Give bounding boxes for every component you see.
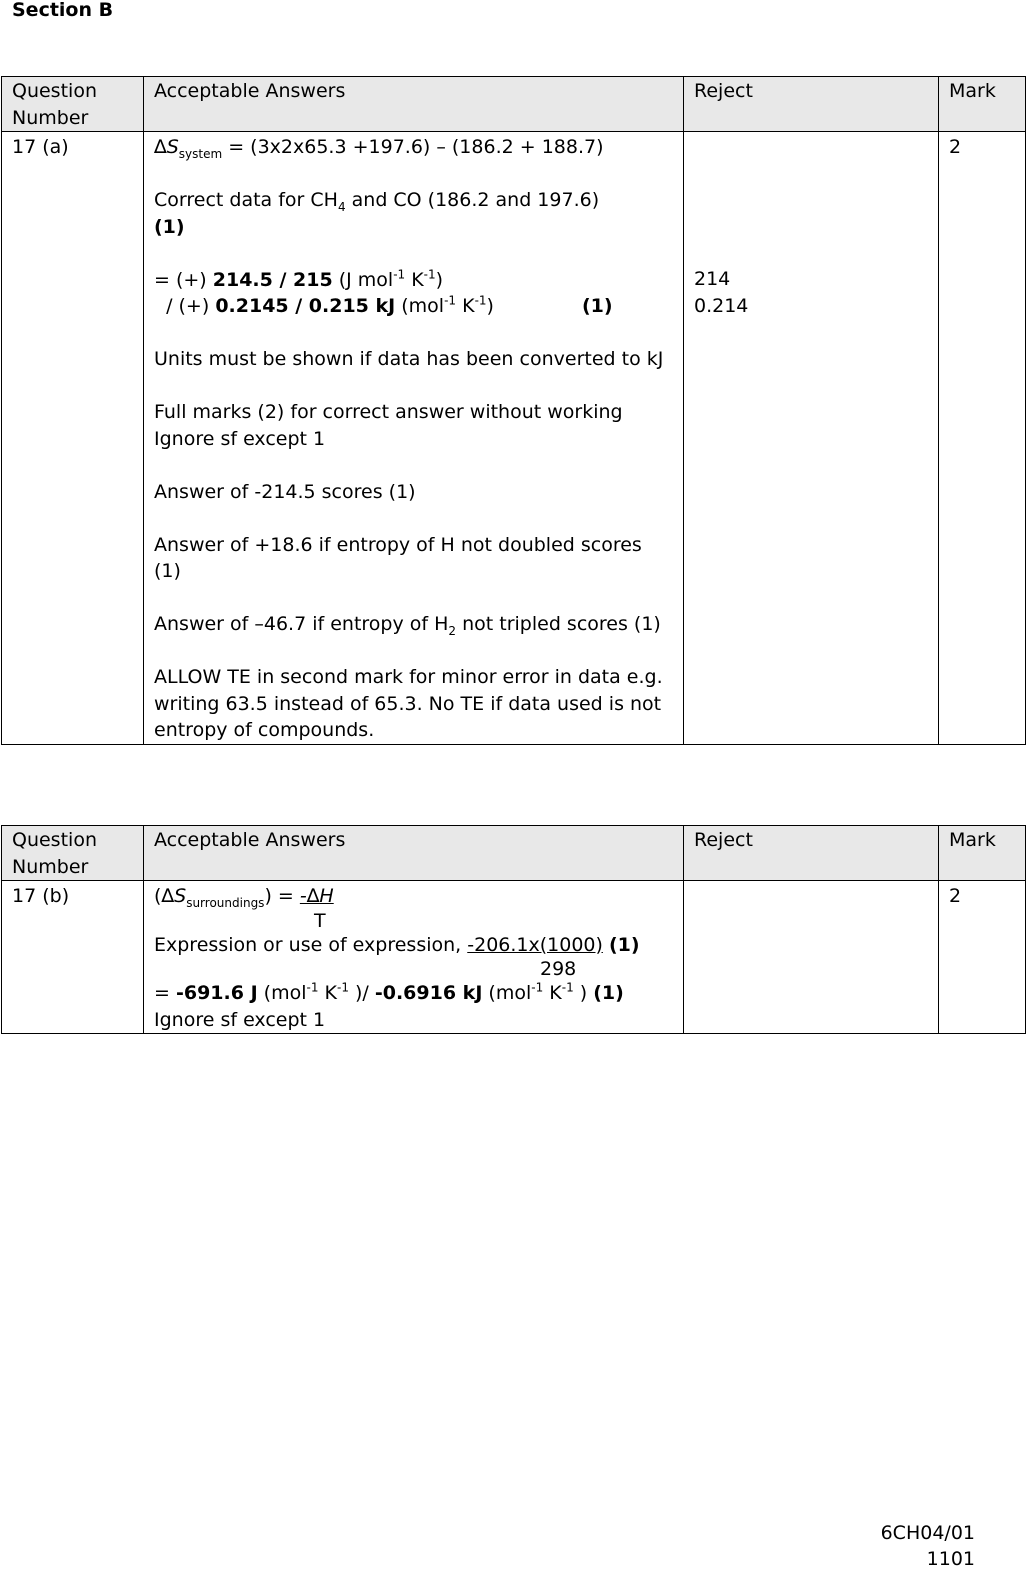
formula-denominator: T bbox=[314, 909, 326, 932]
reject-17b bbox=[684, 881, 939, 1034]
header-acceptable-answers: Acceptable Answers bbox=[144, 826, 684, 881]
header-question-number: Question Number bbox=[2, 77, 144, 132]
answer-row-17a bbox=[2, 132, 1026, 745]
full-marks-note: Full marks (2) for correct answer without working bbox=[154, 401, 623, 423]
mark-scheme-table-17b bbox=[1, 825, 1026, 1034]
header-row bbox=[2, 826, 1026, 881]
mark-scheme-table-17a bbox=[1, 76, 1026, 745]
units-note: Units must be shown if data has been converted to kJ bbox=[154, 348, 664, 370]
header-reject: Reject bbox=[684, 77, 939, 132]
expression-denominator: 298 bbox=[540, 958, 577, 980]
header-reject: Reject bbox=[684, 826, 939, 881]
header-mark: Mark bbox=[939, 826, 1026, 881]
ignore-sf-note: Ignore sf except 1 bbox=[154, 1008, 326, 1031]
answer-value-j: = (+) 214.5 / 215 (J mol$^{-1}$ $K^{-1}$) bbox=[154, 267, 444, 291]
reject-value: 0.214 bbox=[694, 294, 749, 317]
header-question-number: Question Number bbox=[2, 826, 144, 881]
exam-session: 1101 bbox=[926, 1548, 975, 1570]
h-not-doubled-note: Answer of +18.6 if entropy of H not doubled scores (1) bbox=[154, 533, 642, 582]
h2-not-tripled-note: Answer of –46.7 if entropy of $H_2$ not tripled scores (1) bbox=[154, 613, 661, 638]
header-acceptable-answers: Acceptable Answers bbox=[144, 77, 684, 132]
answer-value-kj: / (+) 0.2145 / 0.215 kJ (mol$^{-1}$ $K^{-1}$) (1) bbox=[154, 293, 613, 317]
mark-17a: 2 bbox=[939, 132, 1026, 745]
question-number-17b: 17 (b) bbox=[2, 881, 144, 1034]
final-answer-line: = -691.6 J (mol$^{-1}$ $K^{-1}$ )/ -0.6916 kJ (mol$^{-1}$ $K^{-1}$ ) (1) bbox=[154, 980, 624, 1004]
expression-line: Expression or use of expression, -206.1x(1000) (1) bbox=[154, 933, 640, 956]
entropy-surroundings-formula: $(\Delta S_{surroundings}) = -\Delta H$ bbox=[154, 885, 334, 910]
mark-17b: 2 bbox=[939, 881, 1026, 1034]
acceptable-answers-17a bbox=[144, 132, 684, 745]
question-number-17a: 17 (a) bbox=[2, 132, 144, 745]
reject-17a bbox=[684, 132, 939, 745]
correct-data-line: Correct data for $CH_4$ and CO (186.2 and 197.6) (1) bbox=[154, 189, 600, 238]
header-mark: Mark bbox=[939, 77, 1026, 132]
answer-row-17b bbox=[2, 881, 1026, 1034]
entropy-system-equation: $\Delta S_{system} = (3x2x65.3 +197.6) - (186.2 + 188.7)$ bbox=[154, 136, 604, 161]
acceptable-answers-17b bbox=[144, 881, 684, 1034]
negative-answer-note: Answer of -214.5 scores (1) bbox=[154, 480, 416, 503]
allow-te-note: ALLOW TE in second mark for minor error in data e.g. writing 63.5 instead of 65.3. No TE if data used is not entropy of compounds. bbox=[154, 666, 663, 741]
section-title: Section B bbox=[12, 0, 114, 21]
ignore-sf-note: Ignore sf except 1 bbox=[154, 427, 326, 450]
paper-code: 6CH04/01 bbox=[880, 1522, 975, 1544]
page-footer bbox=[881, 1520, 975, 1572]
header-row bbox=[2, 77, 1026, 132]
reject-value: 214 bbox=[694, 268, 731, 290]
